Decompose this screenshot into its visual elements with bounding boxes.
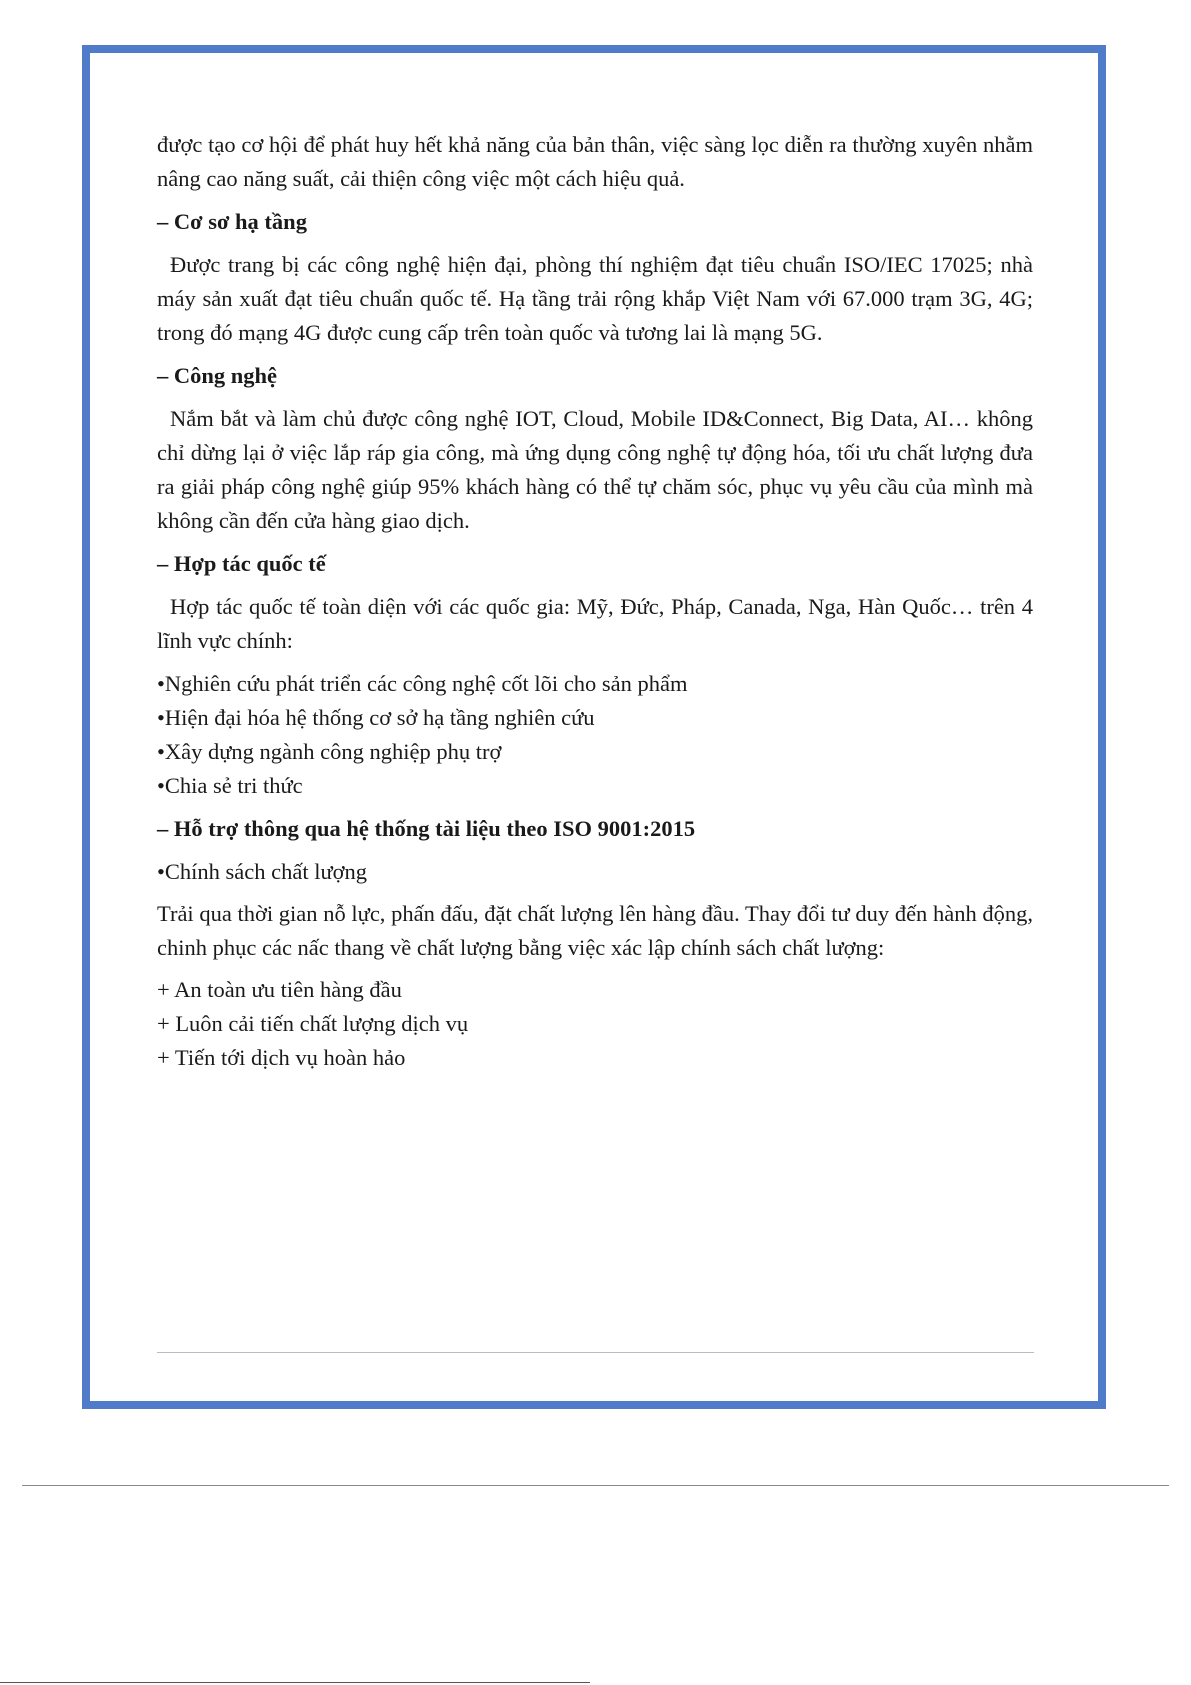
section-paragraph-quality-policy: Trải qua thời gian nỗ lực, phấn đấu, đặt chất lượng lên hàng đầu. Thay đổi tư duy đến hành động, chinh phục các nấc thang về chất lượng bằng việc xác lập chính sách chất lượng: — [157, 901, 1033, 960]
list-item: •Chia sẻ tri thức — [157, 773, 303, 798]
intro-paragraph: được tạo cơ hội để phát huy hết khả năng của bản thân, việc sàng lọc diễn ra thường xuyên nhằm nâng cao năng suất, cải thiện công việc một cách hiệu quả. — [157, 132, 1033, 191]
cooperation-bullet-list — [157, 667, 1033, 803]
section-paragraph-technology: Nắm bắt và làm chủ được công nghệ IOT, Cloud, Mobile ID&Connect, Big Data, AI… không chỉ dừng lại ở việc lắp ráp gia công, mà ứng dụng công nghệ tự động hóa, tối ưu chất lượng đưa ra giải pháp công nghệ giúp 95% khách hàng có thể tự chăm sóc, phục vụ yêu cầu của mình mà không cần đến cửa hàng giao dịch. — [157, 406, 1033, 533]
list-item: •Hiện đại hóa hệ thống cơ sở hạ tầng nghiên cứu — [157, 705, 595, 730]
page-separator — [22, 1485, 1169, 1486]
list-item: + An toàn ưu tiên hàng đầu — [157, 977, 402, 1002]
list-item: + Luôn cải tiến chất lượng dịch vụ — [157, 1011, 469, 1036]
document-body — [157, 128, 1033, 1075]
section-heading-iso-support: – Hỗ trợ thông qua hệ thống tài liệu theo ISO 9001:2015 — [157, 816, 696, 841]
section-heading-infrastructure: – Cơ sơ hạ tầng — [157, 209, 307, 234]
section-heading-technology: – Công nghệ — [157, 363, 278, 388]
footer-divider — [157, 1352, 1034, 1353]
section-paragraph-infrastructure: Được trang bị các công nghệ hiện đại, phòng thí nghiệm đạt tiêu chuẩn ISO/IEC 17025; nhà máy sản xuất đạt tiêu chuẩn quốc tế. Hạ tầng trải rộng khắp Việt Nam với 67.000 trạm 3G, 4G; trong đó mạng 4G được cung cấp trên toàn quốc và tương lai là mạng 5G. — [157, 252, 1033, 345]
quality-policy-bullet: •Chính sách chất lượng — [157, 859, 368, 884]
list-item: + Tiến tới dịch vụ hoàn hảo — [157, 1045, 406, 1070]
section-paragraph-international-cooperation: Hợp tác quốc tế toàn diện với các quốc gia: Mỹ, Đức, Pháp, Canada, Nga, Hàn Quốc… trên 4 lĩnh vực chính: — [157, 594, 1033, 653]
bottom-divider — [0, 1682, 590, 1683]
list-item: •Xây dựng ngành công nghiệp phụ trợ — [157, 739, 502, 764]
section-heading-international-cooperation: – Hợp tác quốc tế — [157, 551, 326, 576]
list-item: •Nghiên cứu phát triển các công nghệ cốt lõi cho sản phẩm — [157, 671, 688, 696]
